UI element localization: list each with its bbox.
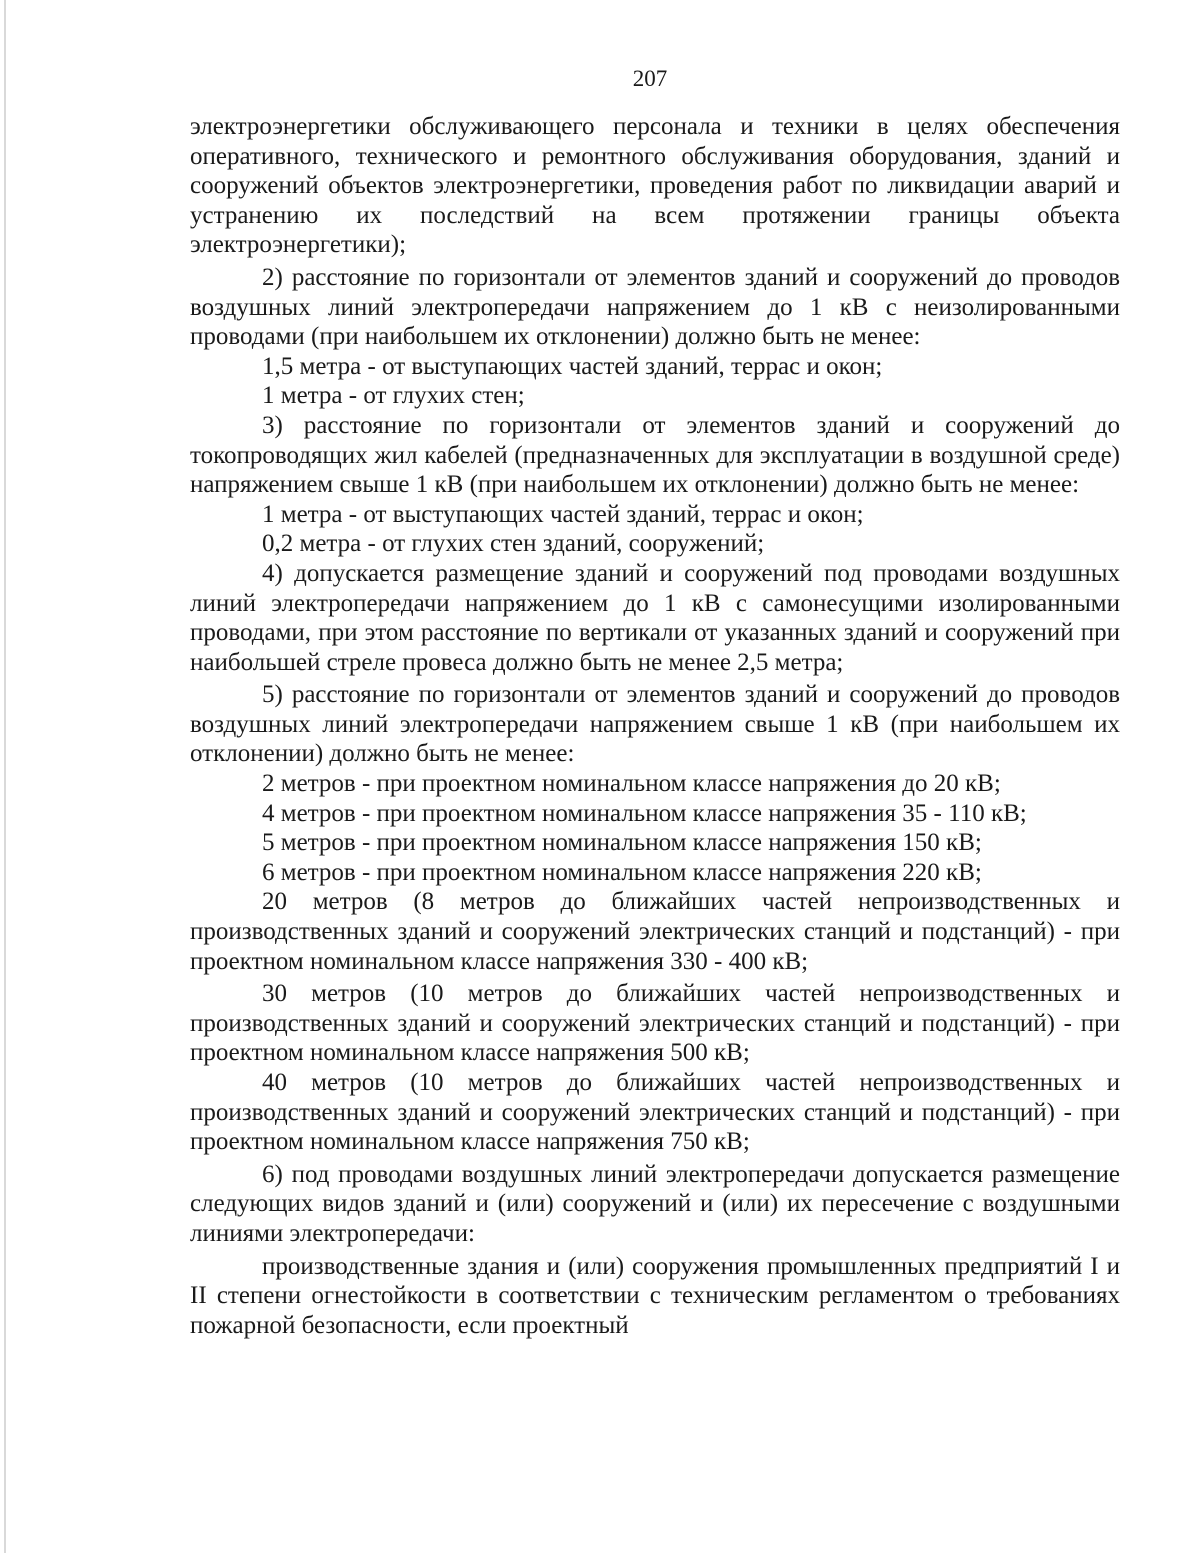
paragraph-industrial-buildings: производственные здания и (или) сооружения промышленных предприятий I и II степени огнестойкости в соответствии с техническим регламентом о требованиях пожарной безопасности, если проектный	[190, 1252, 1120, 1339]
paragraph-item-3: 3) расстояние по горизонтали от элементов зданий и сооружений до токопроводящих жил кабелей (предназначенных для эксплуатации в воздушной среде) напряжением свыше 1 кВ (при наибольшем их отклонении) должно быть не менее:	[190, 411, 1120, 499]
paragraph-distance-20m: 20 метров (8 метров до ближайших частей непроизводственных и производственных зданий и сооружений электрических станций и подстанций) - при проектном номинальном классе напряжения 330 - 400 кВ;	[190, 888, 1120, 975]
paragraph-continuation: электроэнергетики обслуживающего персонала и техники в целях обеспечения оперативного, технического и ремонтного обслуживания оборудования, зданий и сооружений объектов электроэнергетики, проведения работ по ликвидации аварий и устранению их последствий на всем протяжении границы объекта электроэнергетики);	[190, 113, 1120, 259]
paragraph-distance-1m-protruding: 1 метра - от выступающих частей зданий, террас и окон;	[262, 500, 864, 528]
paragraph-item-2: 2) расстояние по горизонтали от элементов зданий и сооружений до проводов воздушных линий электропередачи напряжением до 1 кВ с неизолированными проводами (при наибольшем их отклонении) должно быть не менее:	[190, 263, 1120, 351]
paragraph-distance-40m: 40 метров (10 метров до ближайших частей непроизводственных и производственных зданий и сооружений электрических станций и подстанций) - при проектном номинальном классе напряжения 750 кВ;	[190, 1069, 1120, 1156]
document-body	[190, 112, 1120, 1340]
paragraph-item-4: 4) допускается размещение зданий и сооружений под проводами воздушных линий электропередачи напряжением до 1 кВ с самонесущими изолированными проводами, при этом расстояние по вертикали от указанных зданий и сооружений при наибольшей стреле провеса должно быть не менее 2,5 метра;	[190, 559, 1120, 676]
paragraph-distance-0-2m: 0,2 метра - от глухих стен зданий, сооружений;	[262, 530, 765, 558]
scan-edge	[4, 0, 6, 1553]
paragraph-item-5: 5) расстояние по горизонтали от элементов зданий и сооружений до проводов воздушных линий электропередачи напряжением свыше 1 кВ (при наибольшем их отклонении) должно быть не менее:	[190, 681, 1120, 768]
paragraph-distance-5m: 5 метров - при проектном номинальном классе напряжения 150 кВ;	[262, 829, 982, 857]
page-number: 207	[632, 66, 668, 91]
paragraph-item-6: 6) под проводами воздушных линий электропередачи допускается размещение следующих видов зданий и (или) сооружений и (или) их пересечение с воздушными линиями электропередачи:	[190, 1160, 1120, 1247]
paragraph-distance-30m: 30 метров (10 метров до ближайших частей непроизводственных и производственных зданий и сооружений электрических станций и подстанций) - при проектном номинальном классе напряжения 500 кВ;	[190, 980, 1120, 1067]
paragraph-distance-2m: 2 метров - при проектном номинальном классе напряжения до 20 кВ;	[262, 770, 1001, 798]
paragraph-distance-1m: 1 метра - от глухих стен;	[262, 382, 525, 410]
paragraph-distance-1-5m: 1,5 метра - от выступающих частей зданий, террас и окон;	[262, 352, 883, 380]
paragraph-distance-6m: 6 метров - при проектном номинальном классе напряжения 220 кВ;	[262, 858, 982, 886]
paragraph-distance-4m: 4 метров - при проектном номинальном классе напряжения 35 - 110 кВ;	[262, 799, 1027, 827]
